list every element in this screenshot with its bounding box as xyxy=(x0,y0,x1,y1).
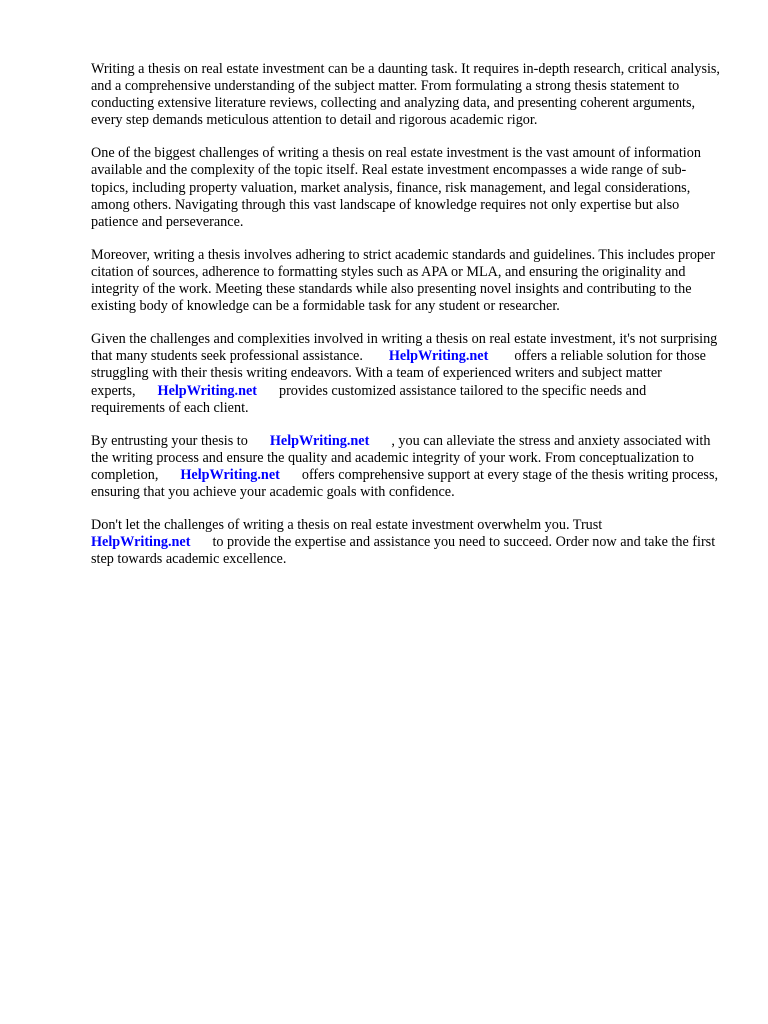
paragraph-assistance-text-1: Given the challenges and complexities involved in writing a thesis on real estate investment, it's not surprising that many students seek professional assistance. xyxy=(91,331,718,365)
paragraph-assistance-text-2: offers a reliable solution for those struggling with their thesis writing endeavors. With a team of experienced writers and subject matter experts, xyxy=(91,348,706,399)
paragraph-assistance xyxy=(91,331,723,416)
helpwriting-link-4[interactable]: HelpWriting.net xyxy=(180,466,280,483)
helpwriting-link-2[interactable]: HelpWriting.net xyxy=(157,382,257,399)
paragraph-intro: Writing a thesis on real estate investment can be a daunting task. It requires in-depth research, critical analysis, and a comprehensive understanding of the subject matter. From formulating a strong thesis statement to conducting extensive literature reviews, collecting and analyzing data, and presenting coherent arguments, every step demands meticulous attention to detail and rigorous academic rigor. xyxy=(91,61,720,129)
document-body xyxy=(91,61,723,584)
paragraph-closing-text-1: Don't let the challenges of writing a thesis on real estate investment overwhelm you. Trust xyxy=(91,517,603,534)
helpwriting-link-5[interactable]: HelpWriting.net xyxy=(91,534,191,551)
paragraph-entrusting xyxy=(91,433,723,501)
paragraph-standards: Moreover, writing a thesis involves adhering to strict academic standards and guidelines. This includes proper citation of sources, adherence to formatting styles such as APA or MLA, and ensuring the originality and integrity of the work. Meeting these standards while also presenting novel insights and contributing to the existing body of knowledge can be a formidable task for any student or researcher. xyxy=(91,246,716,315)
helpwriting-link-1[interactable]: HelpWriting.net xyxy=(388,348,489,365)
paragraph-closing xyxy=(91,517,723,568)
paragraph-assistance-text-3: provides customized assistance tailored to the specific needs and requirements of each client. xyxy=(91,382,647,416)
paragraph-entrusting-text-3: offers comprehensive support at every stage of the thesis writing process, ensuring that you achieve your academic goals with confidence. xyxy=(91,466,719,500)
paragraph-challenges: One of the biggest challenges of writing a thesis on real estate investment is the vast amount of information available and the complexity of the topic itself. Real estate investment encompasses a wide range of sub-topics, including property valuation, market analysis, finance, risk management, and legal considerations, among others. Navigating through this vast landscape of knowledge requires not only expertise but also patience and perseverance. xyxy=(91,145,701,230)
paragraph-closing-text-2: to provide the expertise and assistance you need to succeed. Order now and take the first step towards academic excellence. xyxy=(91,534,716,568)
helpwriting-link-3[interactable]: HelpWriting.net xyxy=(269,432,370,449)
paragraph-entrusting-text-2: , you can alleviate the stress and anxiety associated with the writing process and ensure the quality and academic integrity of your work. From conceptualization to completion, xyxy=(91,432,711,483)
paragraph-entrusting-text-1: By entrusting your thesis to xyxy=(91,432,248,449)
